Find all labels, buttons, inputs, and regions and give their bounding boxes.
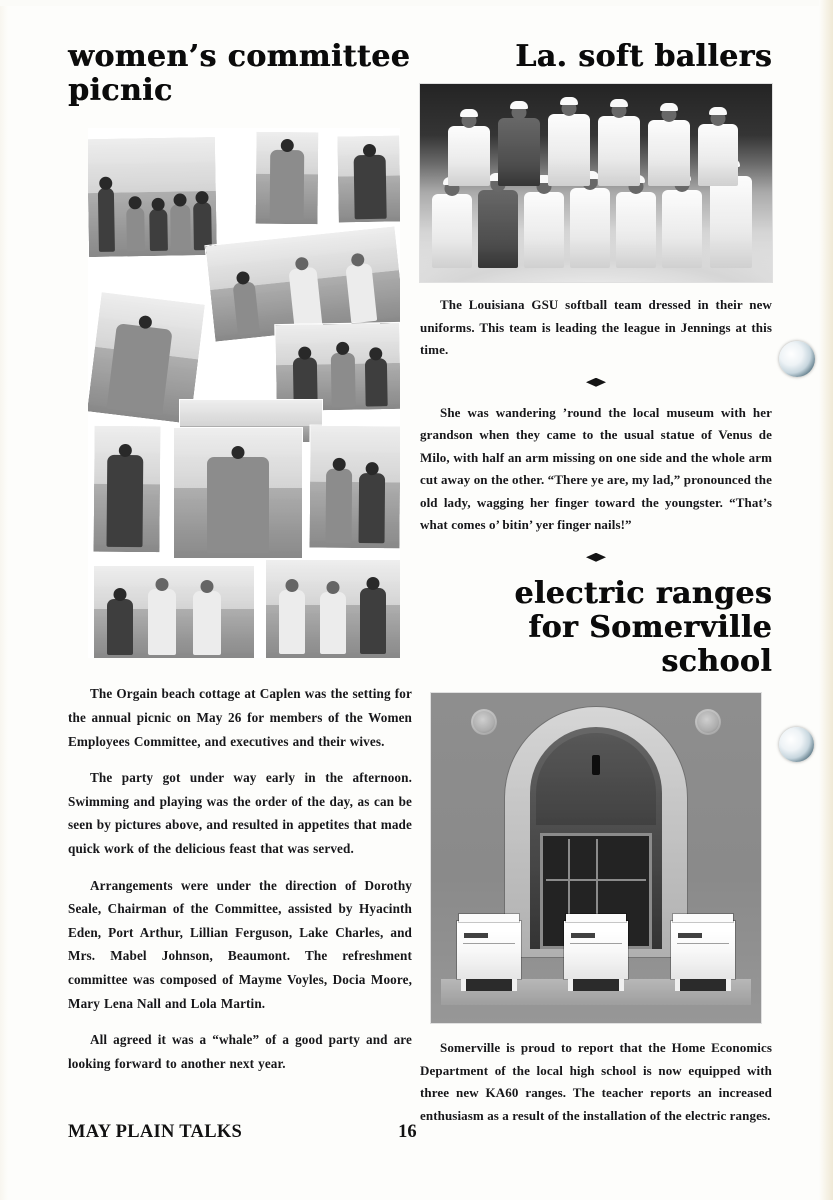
picnic-paragraph-2: The party got under way early in the afternoon. Swimming and playing was the order of the day, as can be seen by pictures above, and resulted in appetites that made quick work of the delicious feast that was served. — [68, 770, 412, 856]
electric-range-3 — [671, 921, 735, 979]
scan-edge-right — [819, 0, 833, 1200]
softball-photo-caption: The Louisiana GSU softball team dressed in their new uniforms. This team is leading the league in Jennings at this time. — [420, 297, 772, 358]
page-footer — [68, 1122, 773, 1143]
footer-page-number: 16 — [398, 1122, 417, 1142]
page-title-womens-committee-picnic — [68, 40, 412, 108]
picnic-paragraph-4: All agreed it was a “whale” of a good party and are looking forward to another next year. — [68, 1032, 412, 1071]
ornament-divider-bottom — [420, 550, 772, 566]
ranges-headline-line-1: electric ranges — [514, 575, 772, 611]
collage-photo-man-swimsuit — [93, 426, 160, 553]
collage-photo-group-bottom-left — [94, 566, 254, 658]
footer-publication-title: MAY PLAIN TALKS — [68, 1122, 243, 1142]
anecdote-paragraph: She was wandering ’round the local museum with her grandson when they came to the usual statue of Venus de Milo, with half an arm missing on one side and the whole arm cut away on the other. “There ye are, my lad,” pronounced the old lady, wagging her finger toward the youngster. “That’s what comes o’ bitin’ yer finger nails!” — [420, 404, 772, 533]
collage-photo-portrait-woman-b — [337, 136, 400, 223]
scan-edge-top — [0, 0, 833, 6]
scan-edge-left — [0, 0, 8, 1200]
right-column — [420, 40, 772, 1127]
entry-lamp — [592, 755, 600, 775]
collage-photo-group-bottom-right — [266, 560, 400, 658]
scan-artifact-sphere-lower — [779, 727, 814, 762]
section-title-electric-ranges — [420, 577, 772, 680]
facade-medallion-left — [471, 709, 497, 735]
somerville-school-photo — [431, 693, 761, 1023]
somerville-photo-caption: Somerville is proud to report that the Home Economics Department of the local high school is now equipped with three new KA60 ranges. The teacher reports an increased enthusiasm as a result of the installation of the electric ranges. — [420, 1040, 772, 1123]
facade-medallion-right — [695, 709, 721, 735]
ornament-divider-top — [420, 375, 772, 391]
collage-photo-trio — [275, 323, 400, 411]
picnic-paragraph-3: Arrangements were under the direction of Dorothy Seale, Chairman of the Committee, assisted by Hyacinth Eden, Port Arthur, Lillian Ferguson, Lake Charles, and Mrs. Mabel Johnson, Beaumont. The refreshment committee was composed of Mayme Voyles, Docia Moore, Mary Lena Nall and Lola Martin. — [68, 877, 412, 1011]
picnic-paragraph-1: The Orgain beach cottage at Caplen was the setting for the annual picnic on May 26 for members of the Women Employees Committee, and executives and their wives. — [68, 686, 412, 749]
softball-team-photo — [420, 84, 772, 282]
section-title-la-soft-ballers: La. soft ballers — [515, 39, 772, 74]
headline-line-1: women’s committee — [68, 39, 411, 74]
electric-range-1 — [457, 921, 521, 979]
lozenge-icon — [586, 553, 606, 562]
picnic-photo-collage — [88, 128, 400, 658]
collage-photo-pair-swimsuits — [309, 426, 400, 549]
ranges-headline-line-2: for Somerville school — [528, 609, 772, 680]
electric-range-2 — [564, 921, 628, 979]
collage-photo-portrait-woman-a — [256, 132, 319, 225]
collage-photo-beach-group — [88, 137, 217, 257]
scan-artifact-sphere-upper — [779, 341, 815, 377]
lozenge-icon — [586, 378, 606, 387]
left-column — [68, 40, 412, 1088]
headline-line-2: picnic — [68, 73, 173, 109]
collage-photo-woman-polkadot — [174, 428, 302, 558]
